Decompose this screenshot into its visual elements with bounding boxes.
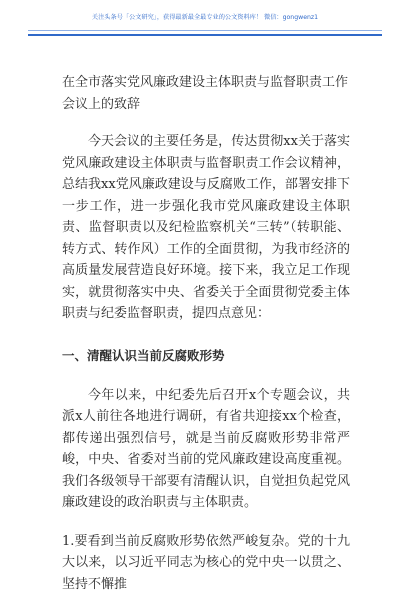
subsection-paragraph: 1.要看到当前反腐败形势依然严峻复杂。党的十九大以来，以习近平同志为核心的党中央一以贯之、坚持不懈推 — [62, 531, 350, 595]
section-paragraph: 今年以来，中纪委先后召开x个专题会议，共派x人前往各地进行调研，有省共迎接xx个检查，都传递出强烈信号，就是当前反腐败形势非常严峻，中央、省委对当前的党风廉政建设高度重视。我们各级领导干部要有清醒认识，自觉担负起党风廉政建设的政治职责与主体职责。 — [62, 385, 350, 514]
section-heading: 一、清醒认识当前反腐败形势 — [62, 345, 350, 367]
banner-divider-thick — [28, 34, 382, 36]
banner-divider-thin — [28, 30, 382, 31]
intro-paragraph: 今天会议的主要任务是，传达贯彻xx关于落实党风廉政建设主体职责与监督职责工作会议精神，总结我xx党风廉政建设与反腐败工作，部署安排下一步工作，进一步强化我市党风廉政建设主体职责、监督职责以及纪检监察机关“三转”（转职能、转方式、转作风）工作的全面贯彻，为我市经济的高质量发展营造良好环境。接下来，我立足工作现实，就贯彻落实中央、省委关于全面贯彻党委主体职责与纪委监督职责，提四点意见： — [62, 131, 350, 325]
banner-notice: 关注头条号「公文研究」，获得最新最全最专业的公文资料库！ 微信：gongwenz1 — [28, 8, 382, 28]
document-body — [62, 72, 350, 595]
document-title: 在全市落实党风廉政建设主体职责与监督职责工作会议上的致辞 — [62, 72, 350, 116]
